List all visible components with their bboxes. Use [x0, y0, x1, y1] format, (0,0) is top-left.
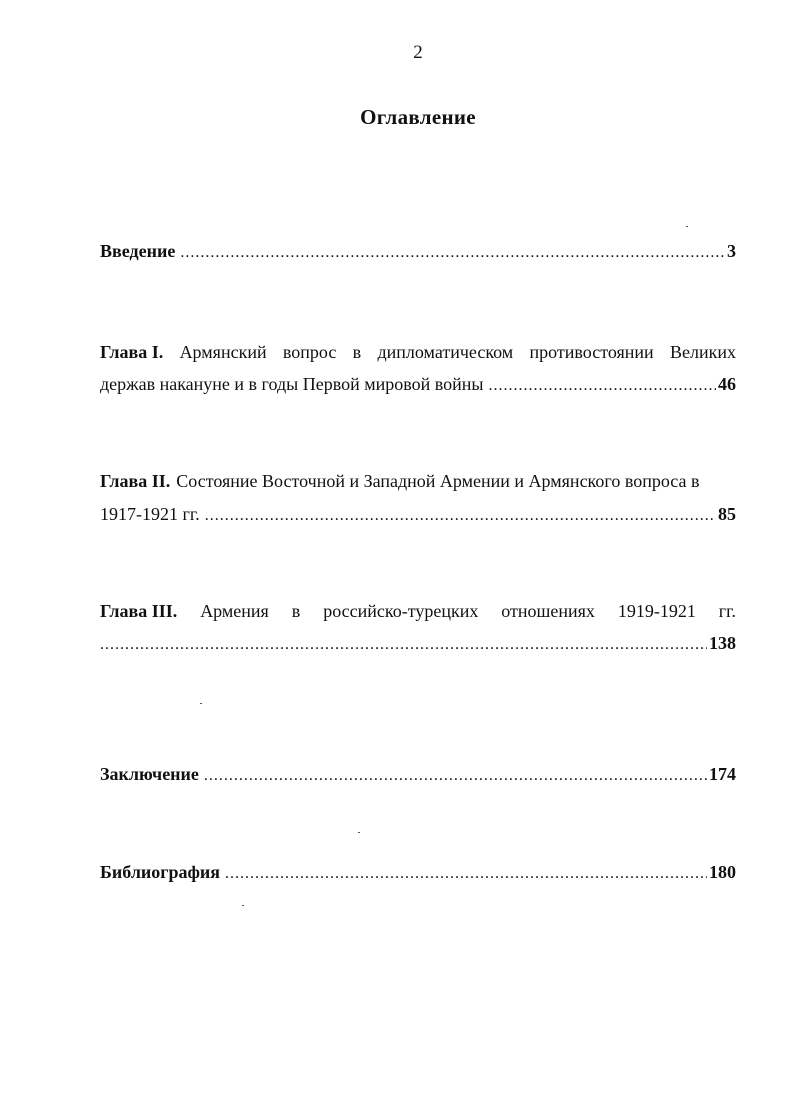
heading-word: Великих — [670, 342, 736, 362]
toc-entry-introduction — [100, 240, 736, 264]
heading-word: 1919-1921 — [617, 601, 696, 621]
heading-text: держав накануне и в годы Первой мировой войны — [100, 374, 484, 394]
toc-page: 85 — [718, 504, 736, 524]
toc-label: Введение — [100, 241, 176, 261]
toc-page: 138 — [709, 633, 736, 653]
toc-page: 3 — [727, 241, 736, 261]
toc-label: Заключение — [100, 764, 199, 784]
heading-word: вопрос — [282, 342, 337, 362]
toc-entry-conclusion — [100, 763, 736, 787]
leader-dots — [180, 242, 725, 264]
heading-word: противостоянии — [529, 342, 654, 362]
toc-entry-chapter-2 — [100, 470, 736, 492]
heading-text: Состояние Восточной и Западной Армении и Армянского вопроса в — [176, 471, 700, 491]
chapter-prefix: Глава III. — [100, 601, 178, 621]
scan-speck — [200, 703, 202, 704]
page-number: 2 — [413, 42, 423, 63]
toc-entry-chapter-2-cont — [100, 503, 736, 527]
heading-word: Армянский — [179, 342, 267, 362]
toc-entry-bibliography — [100, 861, 736, 885]
scan-speck — [686, 226, 688, 227]
chapter-prefix: Глава I. — [100, 342, 164, 362]
scan-speck — [358, 832, 360, 833]
page-title: Оглавление — [360, 105, 476, 129]
leader-dots — [205, 505, 716, 527]
toc-entry-chapter-1 — [100, 341, 736, 363]
heading-word: в — [352, 342, 362, 362]
heading-word: в — [291, 601, 301, 621]
toc-label: Библиография — [100, 862, 221, 882]
chapter-prefix: Глава II. — [100, 471, 171, 491]
heading-word: российско-турецких — [323, 601, 479, 621]
leader-dots — [225, 863, 707, 885]
heading-word: дипломатическом — [377, 342, 514, 362]
scan-speck — [242, 905, 244, 906]
leader-dots — [488, 375, 716, 397]
heading-word: гг. — [718, 601, 736, 621]
heading-text: 1917-1921 гг. — [100, 504, 200, 524]
toc-entry-chapter-3-cont — [100, 632, 736, 656]
toc-entry-chapter-1-cont — [100, 373, 736, 397]
leader-dots — [100, 634, 707, 656]
toc-page: 174 — [709, 764, 736, 784]
toc-page: 180 — [709, 862, 736, 882]
leader-dots — [204, 765, 707, 787]
heading-word: Армения — [200, 601, 269, 621]
toc-page: 46 — [718, 374, 736, 394]
heading-word: отношениях — [501, 601, 595, 621]
toc-entry-chapter-3 — [100, 600, 736, 622]
